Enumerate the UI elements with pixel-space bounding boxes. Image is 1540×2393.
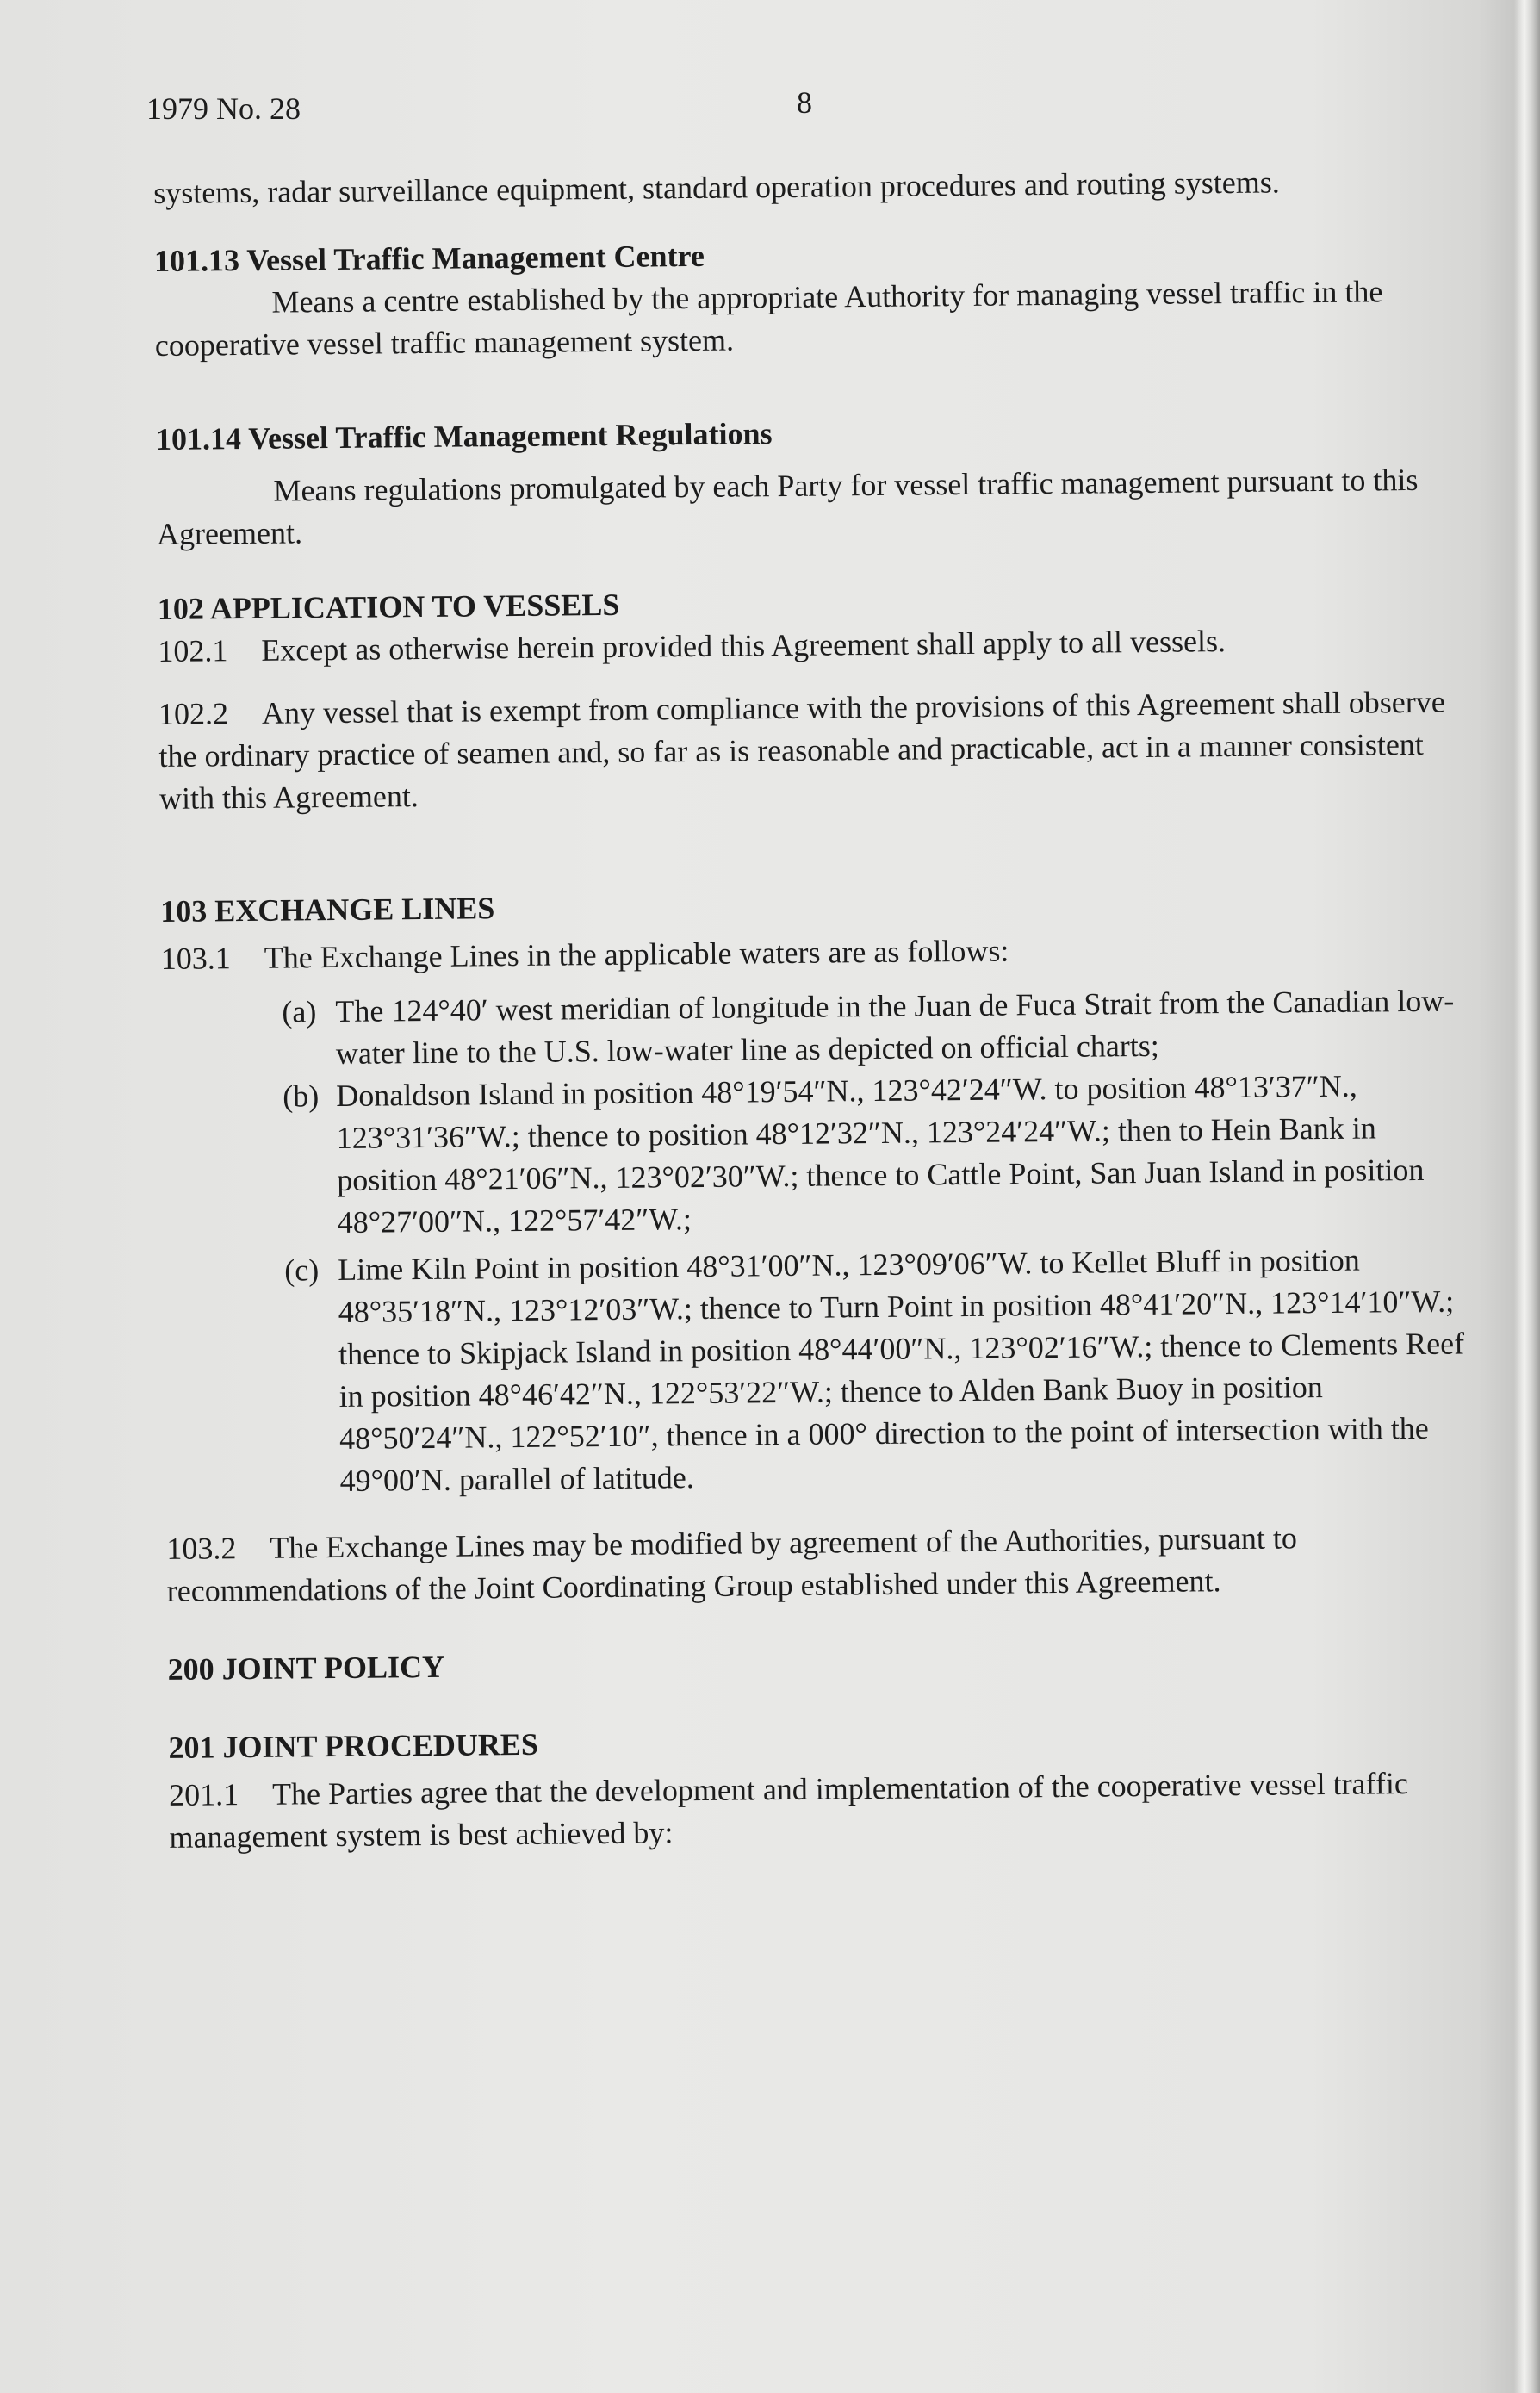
paragraph-number: 102.1 <box>158 633 228 668</box>
section-103-heading: 103 EXCHANGE LINES <box>160 891 495 929</box>
section-101-13-heading: 101.13 Vessel Traffic Management Centre <box>153 238 705 278</box>
book-spine-shadow <box>1514 0 1540 2393</box>
list-item-text: The 124°40′ west meridian of longitude in the Juan de Fuca Strait from the Canadian low-water line to the U.S. low-water line as depicted on official charts; <box>335 983 1455 1072</box>
page-number: 8 <box>797 85 812 120</box>
list-item <box>161 979 1471 1077</box>
list-item-label: (b) <box>283 1078 320 1114</box>
intro-paragraph: systems, radar surveillance equipment, standard operation procedures and routing systems. <box>153 165 1281 210</box>
section-200-heading: 200 JOINT POLICY <box>167 1649 445 1687</box>
paragraph-number: 201.1 <box>168 1777 239 1812</box>
exchange-lines-list <box>161 979 1475 1504</box>
paragraph-text: The Exchange Lines in the applicable waters are as follows: <box>264 933 1009 975</box>
page-header-citation: 1979 No. 28 <box>146 91 301 126</box>
section-101-13-text: Means a centre established by the appropriate Authority for managing vessel traffic in the cooperative vessel traffic management system. <box>154 274 1383 363</box>
paragraph-102-2 <box>158 681 1469 820</box>
page-content <box>153 159 1479 1859</box>
paragraph-number: 103.2 <box>166 1531 237 1566</box>
list-item-text: Lime Kiln Point in position 48°31′00″N., 123°09′06″W. to Kellet Bluff in position 48°35′18″N., 123°12′03″W.; thence to Turn Point in position 48°41′20″N., 123°14′10″W.; thence to Skipjack Island in position 48°44′00″N., 123°02′16″W.; thence to Clements Reef in position 48°46′42″N., 122°53′22″W.; thence to Alden Bank Buoy in position 48°50′24″N., 122°52′10″, thence in a 000° direction to the point of intersection with the 49°00′N. parallel of latitude. <box>338 1242 1465 1498</box>
paragraph-103-1 <box>161 925 1470 980</box>
paragraph-text: Except as otherwise herein provided this Agreement shall apply to all vessels. <box>261 624 1226 668</box>
paragraph-number: 102.2 <box>158 696 229 731</box>
section-101-14-heading: 101.14 Vessel Traffic Management Regulations <box>155 416 773 457</box>
paragraph-text: The Exchange Lines may be modified by agreement of the Authorities, pursuant to recommendations of the Joint Coordinating Group established under this Agreement. <box>166 1520 1298 1608</box>
list-item-label: (c) <box>284 1252 320 1288</box>
section-102-heading: 102 APPLICATION TO VESSELS <box>157 587 620 626</box>
paragraph-103-2 <box>166 1515 1476 1613</box>
paragraph-text: The Parties agree that the development and implementation of the cooperative vessel traffic management system is best achieved by: <box>169 1766 1409 1855</box>
list-item <box>164 1238 1475 1504</box>
paragraph-text: Any vessel that is exempt from compliance with the provisions of this Agreement shall observe the ordinary practice of seamen and, so far as is reasonable and practicable, act in a manner consistent with this Agreement. <box>158 684 1445 816</box>
paragraph-201-1 <box>169 1762 1479 1859</box>
list-item <box>162 1064 1473 1246</box>
section-201-heading: 201 JOINT PROCEDURES <box>168 1726 539 1765</box>
paragraph-number: 103.1 <box>160 941 231 976</box>
section-101-14-text: Means regulations promulgated by each Party for vessel traffic management pursuant to this Agreement. <box>156 462 1419 551</box>
list-item-text: Donaldson Island in position 48°19′54″N., 123°42′24″W. to position 48°13′37″N., 123°31′36″W.; thence to position 48°12′32″N., 123°24′24″W.; then to Hein Bank in position 48°21′06″N., 123°02′30″W.; thence to Cattle Point, San Juan Island in position 48°27′00″N., 122°57′42″W.; <box>336 1068 1425 1240</box>
list-item-label: (a) <box>282 994 317 1029</box>
